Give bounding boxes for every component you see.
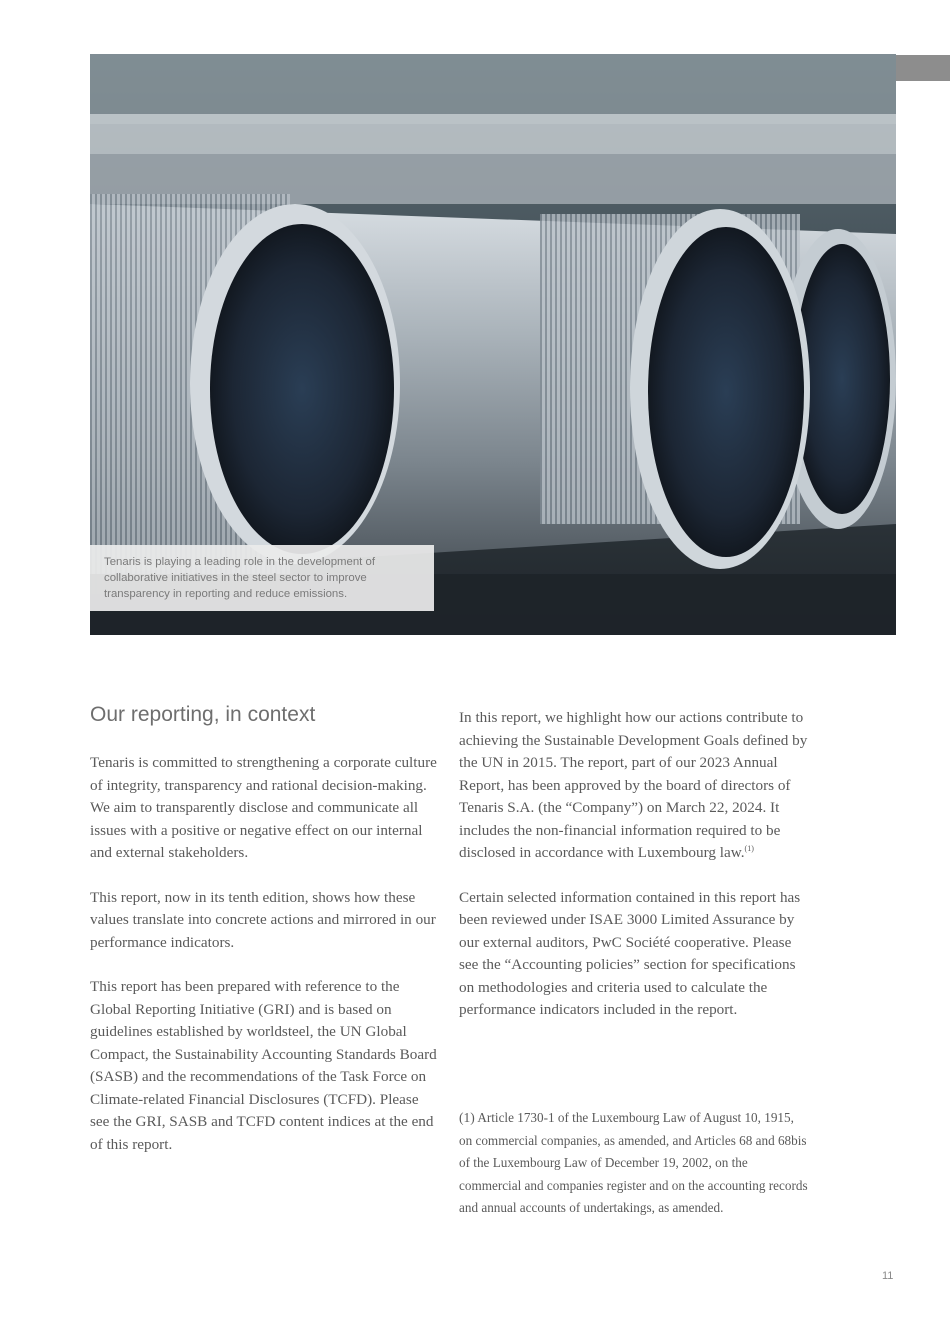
intro-paragraph: Tenaris is committed to strengthening a corporate culture of integrity, transparency and rational decision-making. We aim to transparently disclose and communicate all issues with a positive or negative effect on our internal and external stakeholders.	[90, 754, 437, 861]
photo-caption: Tenaris is playing a leading role in the development of collaborative initiatives in the steel sector to improve transparency in reporting and reduce emissions.	[90, 545, 434, 611]
right-column	[459, 707, 811, 1044]
footnote-marker: (1)	[459, 1110, 475, 1125]
footnote-text: Article 1730-1 of the Luxembourg Law of August 10, 1915, on commercial companies, as amended, and Articles 68 and 68bis of the Luxembourg Law of December 19, 2002, on the commercial and companies register and on the accounting records and annual accounts of undertakings, as amended.	[459, 1110, 808, 1215]
assurance-paragraph: Certain selected information contained in this report has been reviewed under ISAE 3000 Limited Assurance by our external auditors, PwC Société cooperative. Please see the “Accounting policies” section for specifications on methodologies and criteria used to calculate the performance indicators included in the report.	[459, 888, 801, 1018]
sdg-paragraph	[459, 707, 811, 865]
sdg-paragraph-text: In this report, we highlight how our actions contribute to achieving the Sustainable Development Goals defined by the UN in 2015. The report, part of our 2023 Annual Report, has been approved by the board of directors of Tenaris S.A. (the “Company”) on March 22, 2024. It includes the non-financial information required to be disclosed in accordance with Luxembourg law.	[459, 709, 808, 861]
left-column	[90, 752, 440, 1178]
footnote	[459, 1107, 809, 1220]
section-heading: Our reporting, in context	[90, 703, 316, 726]
tenth-edition-paragraph: This report, now in its tenth edition, shows how these values translate into concrete actions and mirrored in our performance indicators.	[90, 888, 436, 951]
footnote-reference[interactable]: (1)	[744, 843, 754, 853]
page-number: 11	[882, 1270, 894, 1282]
side-tab-marker	[896, 55, 950, 81]
gri-paragraph: This report has been prepared with reference to the Global Reporting Initiative (GRI) and is based on guidelines established by worldsteel, the UN Global Compact, the Sustainability Accounting Standards Board (SASB) and the recommendations of the Task Force on Climate-related Financial Disclosures (TCFD). Please see the GRI, SASB and TCFD content indices at the end of this report.	[90, 978, 437, 1153]
